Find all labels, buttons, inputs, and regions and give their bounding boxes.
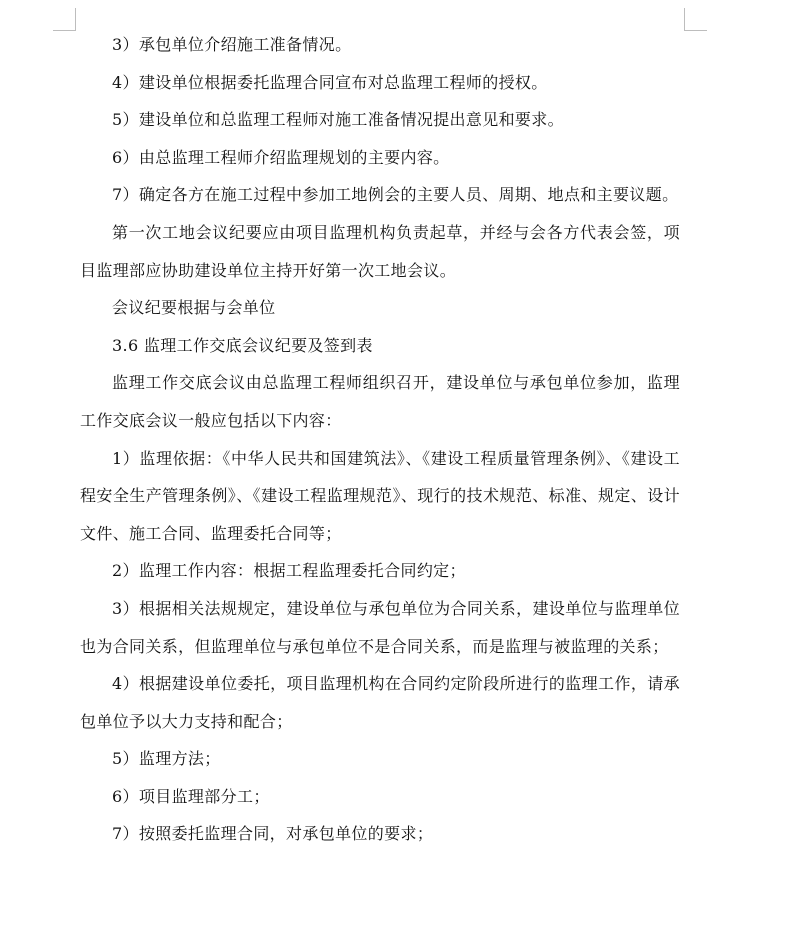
paragraph: 会议纪要根据与会单位	[112, 298, 276, 318]
crop-mark-right	[684, 8, 707, 31]
paragraph: 3）承包单位介绍施工准备情况。	[112, 35, 352, 54]
crop-mark-left	[53, 8, 76, 31]
paragraph: 3）根据相关法规规定，建设单位与承包单位为合同关系，建设单位与监理单位也为合同关系，但监理单位与承包单位不是合同关系，而是监理与被监理的关系；	[80, 598, 680, 656]
paragraph: 4）建设单位根据委托监理合同宣布对总监理工程师的授权。	[112, 72, 548, 92]
paragraph: 5）建设单位和总监理工程师对施工准备情况提出意见和要求。	[112, 110, 564, 130]
document-body	[80, 26, 680, 853]
paragraph: 6）由总监理工程师介绍监理规划的主要内容。	[112, 147, 450, 167]
paragraph: 5）监理方法；	[112, 749, 221, 769]
paragraph: 2）监理工作内容：根据工程监理委托合同约定；	[112, 561, 466, 581]
paragraph: 1）监理依据：《中华人民共和国建筑法》、《建设工程质量管理条例》、《建设工程安全生产管理条例》、《建设工程监理规范》、现行的技术规范、标准、规定、设计文件、施工合同、监理委托合同等；	[80, 448, 680, 543]
paragraph: 第一次工地会议纪要应由项目监理机构负责起草，并经与会各方代表会签，项目监理部应协助建设单位主持开好第一次工地会议。	[80, 222, 680, 280]
paragraph: 7）确定各方在施工过程中参加工地例会的主要人员、周期、地点和主要议题。	[112, 185, 679, 205]
paragraph: 7）按照委托监理合同，对承包单位的要求；	[112, 824, 434, 844]
paragraph: 4）根据建设单位委托，项目监理机构在合同约定阶段所进行的监理工作，请承包单位予以大力支持和配合；	[80, 674, 680, 731]
paragraph: 6）项目监理部分工；	[112, 786, 270, 806]
paragraph: 监理工作交底会议由总监理工程师组织召开，建设单位与承包单位参加，监理工作交底会议一般应包括以下内容：	[80, 373, 680, 430]
section-heading: 3.6 监理工作交底会议纪要及签到表	[112, 335, 373, 355]
